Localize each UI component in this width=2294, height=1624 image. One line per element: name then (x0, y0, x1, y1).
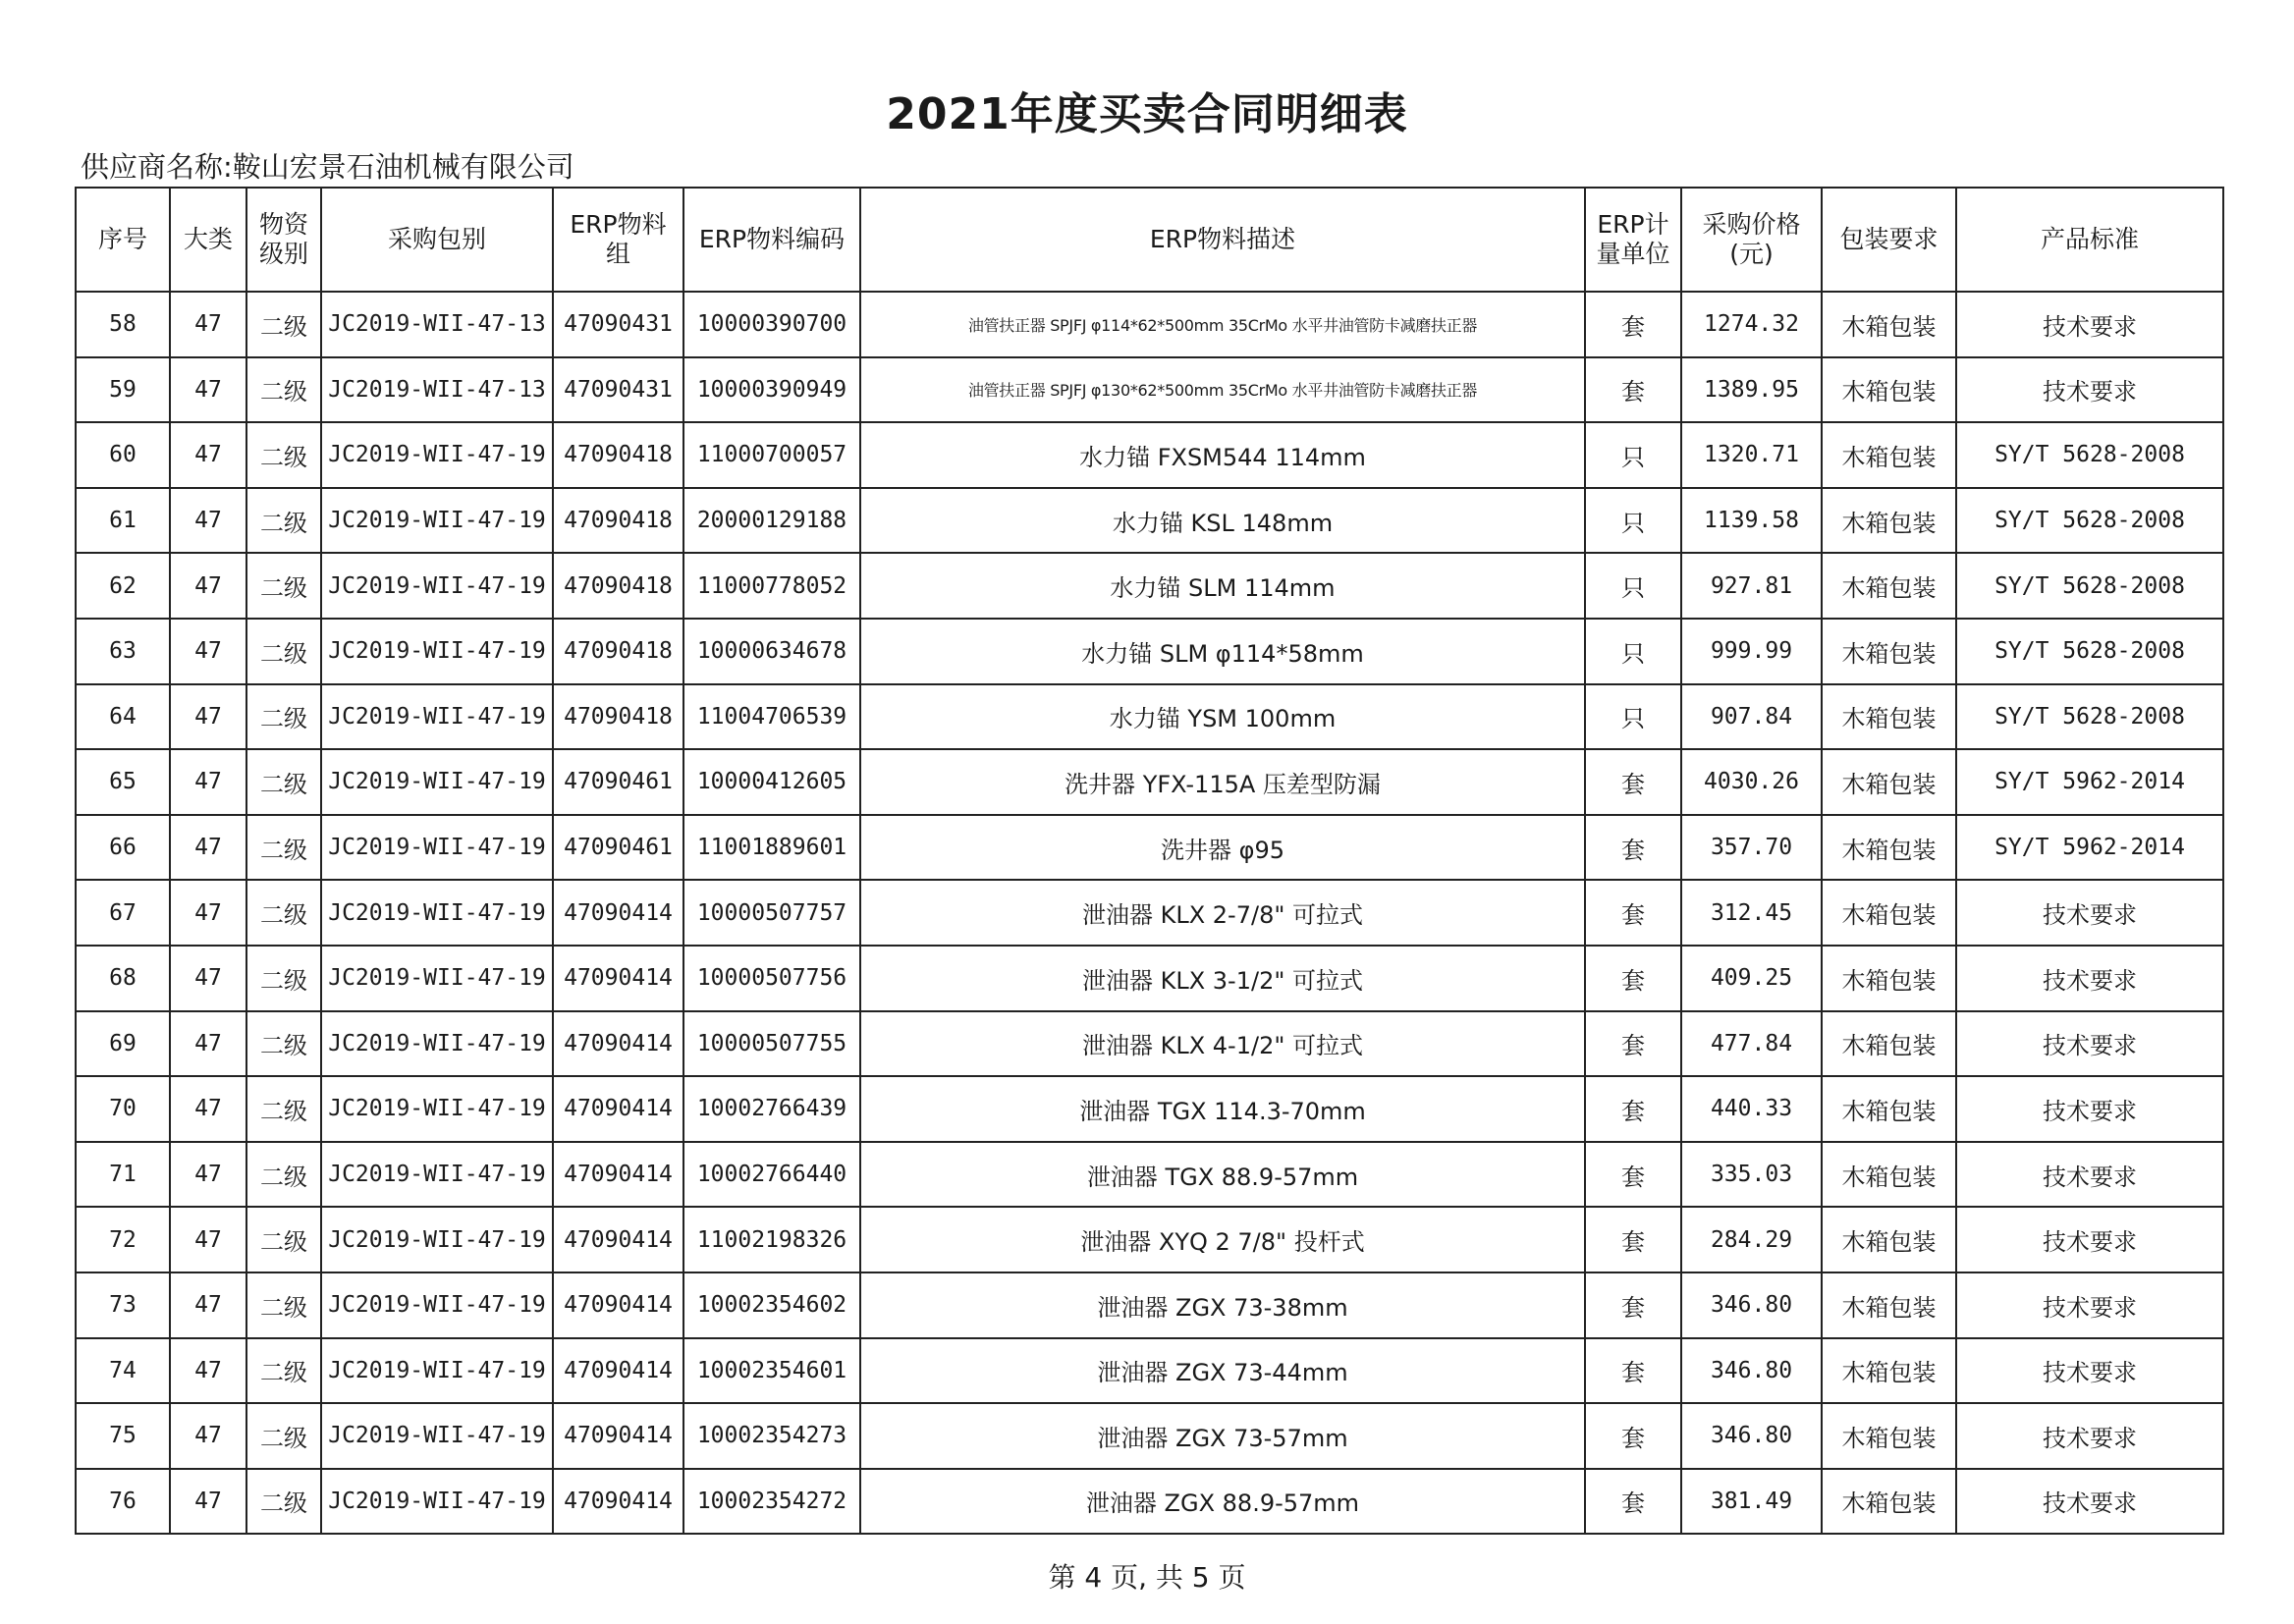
cell-erp-code: 20000129188 (683, 488, 860, 554)
cell-packing: 木箱包装 (1822, 292, 1956, 357)
cell-category: 47 (170, 553, 246, 619)
cell-package: JC2019-WII-47-19 (321, 488, 553, 554)
header-erp-desc: ERP物料描述 (860, 188, 1585, 292)
cell-seq: 64 (76, 684, 170, 750)
cell-grade: 二级 (246, 880, 321, 946)
header-erp-unit: ERP计 量单位 (1585, 188, 1681, 292)
cell-package: JC2019-WII-47-19 (321, 946, 553, 1011)
cell-category: 47 (170, 1207, 246, 1272)
cell-standard: SY/T 5628-2008 (1956, 619, 2223, 684)
cell-erp-desc: 泄油器 KLX 4-1/2" 可拉式 (860, 1011, 1585, 1077)
cell-package: JC2019-WII-47-13 (321, 292, 553, 357)
cell-erp-desc: 泄油器 ZGX 73-57mm (860, 1403, 1585, 1469)
cell-category: 47 (170, 946, 246, 1011)
cell-category: 47 (170, 292, 246, 357)
table-header-row (76, 188, 2223, 292)
cell-category: 47 (170, 1272, 246, 1338)
cell-package: JC2019-WII-47-19 (321, 1272, 553, 1338)
cell-erp-desc: 泄油器 ZGX 73-44mm (860, 1338, 1585, 1404)
cell-category: 47 (170, 1403, 246, 1469)
cell-packing: 木箱包装 (1822, 357, 1956, 423)
table-row (76, 619, 2223, 684)
cell-erp-unit: 套 (1585, 1142, 1681, 1208)
table-row (76, 1011, 2223, 1077)
cell-erp-code: 11004706539 (683, 684, 860, 750)
cell-seq: 68 (76, 946, 170, 1011)
cell-standard: 技术要求 (1956, 946, 2223, 1011)
cell-standard: SY/T 5962-2014 (1956, 749, 2223, 815)
cell-erp-desc: 泄油器 ZGX 88.9-57mm (860, 1469, 1585, 1535)
cell-erp-unit: 只 (1585, 553, 1681, 619)
cell-erp-unit: 套 (1585, 357, 1681, 423)
cell-erp-unit: 套 (1585, 1403, 1681, 1469)
cell-packing: 木箱包装 (1822, 1207, 1956, 1272)
cell-price: 927.81 (1681, 553, 1822, 619)
table-row (76, 1207, 2223, 1272)
cell-erp-code: 10000507757 (683, 880, 860, 946)
cell-grade: 二级 (246, 815, 321, 881)
cell-seq: 62 (76, 553, 170, 619)
cell-price: 999.99 (1681, 619, 1822, 684)
cell-erp-unit: 只 (1585, 488, 1681, 554)
cell-erp-group: 47090461 (553, 749, 683, 815)
cell-erp-desc: 泄油器 ZGX 73-38mm (860, 1272, 1585, 1338)
cell-grade: 二级 (246, 1142, 321, 1208)
cell-price: 381.49 (1681, 1469, 1822, 1535)
cell-erp-code: 11001889601 (683, 815, 860, 881)
cell-grade: 二级 (246, 1272, 321, 1338)
cell-erp-group: 47090414 (553, 946, 683, 1011)
cell-package: JC2019-WII-47-19 (321, 422, 553, 488)
cell-category: 47 (170, 1142, 246, 1208)
cell-erp-desc: 水力锚 FXSM544 114mm (860, 422, 1585, 488)
cell-seq: 65 (76, 749, 170, 815)
header-price: 采购价格 (元) (1681, 188, 1822, 292)
cell-packing: 木箱包装 (1822, 880, 1956, 946)
cell-standard: SY/T 5628-2008 (1956, 553, 2223, 619)
cell-erp-desc: 水力锚 KSL 148mm (860, 488, 1585, 554)
table-row (76, 488, 2223, 554)
cell-packing: 木箱包装 (1822, 1403, 1956, 1469)
cell-erp-group: 47090414 (553, 1469, 683, 1535)
cell-price: 1139.58 (1681, 488, 1822, 554)
cell-standard: 技术要求 (1956, 1076, 2223, 1142)
cell-packing: 木箱包装 (1822, 1469, 1956, 1535)
cell-price: 346.80 (1681, 1338, 1822, 1404)
cell-category: 47 (170, 749, 246, 815)
cell-seq: 76 (76, 1469, 170, 1535)
cell-package: JC2019-WII-47-19 (321, 553, 553, 619)
cell-category: 47 (170, 1469, 246, 1535)
cell-packing: 木箱包装 (1822, 1076, 1956, 1142)
cell-erp-unit: 套 (1585, 946, 1681, 1011)
cell-packing: 木箱包装 (1822, 422, 1956, 488)
table-row (76, 749, 2223, 815)
cell-erp-group: 47090414 (553, 880, 683, 946)
cell-category: 47 (170, 1011, 246, 1077)
table-row (76, 357, 2223, 423)
cell-standard: 技术要求 (1956, 1272, 2223, 1338)
cell-package: JC2019-WII-47-19 (321, 1403, 553, 1469)
cell-package: JC2019-WII-47-19 (321, 1469, 553, 1535)
cell-erp-group: 47090418 (553, 422, 683, 488)
header-seq: 序号 (76, 188, 170, 292)
cell-standard: 技术要求 (1956, 1207, 2223, 1272)
cell-erp-code: 11002198326 (683, 1207, 860, 1272)
cell-price: 440.33 (1681, 1076, 1822, 1142)
cell-erp-desc: 泄油器 XYQ 2 7/8" 投杆式 (860, 1207, 1585, 1272)
header-package: 采购包别 (321, 188, 553, 292)
cell-price: 312.45 (1681, 880, 1822, 946)
cell-erp-code: 10000634678 (683, 619, 860, 684)
cell-erp-code: 10002354273 (683, 1403, 860, 1469)
cell-category: 47 (170, 488, 246, 554)
cell-erp-desc: 油管扶正器 SPJFJ φ130*62*500mm 35CrMo 水平井油管防卡减磨扶正器 (860, 357, 1585, 423)
cell-erp-code: 10000390700 (683, 292, 860, 357)
cell-standard: SY/T 5628-2008 (1956, 488, 2223, 554)
header-category: 大类 (170, 188, 246, 292)
cell-erp-unit: 只 (1585, 684, 1681, 750)
cell-standard: 技术要求 (1956, 1338, 2223, 1404)
cell-grade: 二级 (246, 1011, 321, 1077)
cell-category: 47 (170, 815, 246, 881)
cell-erp-desc: 洗井器 YFX-115A 压差型防漏 (860, 749, 1585, 815)
cell-category: 47 (170, 1076, 246, 1142)
cell-erp-unit: 套 (1585, 1338, 1681, 1404)
cell-grade: 二级 (246, 619, 321, 684)
cell-standard: 技术要求 (1956, 292, 2223, 357)
cell-grade: 二级 (246, 1403, 321, 1469)
cell-packing: 木箱包装 (1822, 749, 1956, 815)
cell-seq: 71 (76, 1142, 170, 1208)
cell-packing: 木箱包装 (1822, 1011, 1956, 1077)
header-packing: 包装要求 (1822, 188, 1956, 292)
cell-erp-group: 47090414 (553, 1142, 683, 1208)
cell-seq: 75 (76, 1403, 170, 1469)
cell-erp-unit: 套 (1585, 292, 1681, 357)
cell-category: 47 (170, 684, 246, 750)
cell-erp-group: 47090418 (553, 619, 683, 684)
cell-seq: 69 (76, 1011, 170, 1077)
table-row (76, 553, 2223, 619)
cell-standard: SY/T 5628-2008 (1956, 422, 2223, 488)
cell-erp-code: 10000390949 (683, 357, 860, 423)
cell-packing: 木箱包装 (1822, 488, 1956, 554)
header-erp-code: ERP物料编码 (683, 188, 860, 292)
table-row (76, 292, 2223, 357)
cell-seq: 73 (76, 1272, 170, 1338)
cell-price: 1274.32 (1681, 292, 1822, 357)
table-row (76, 1469, 2223, 1535)
cell-erp-unit: 套 (1585, 880, 1681, 946)
cell-erp-group: 47090418 (553, 684, 683, 750)
cell-package: JC2019-WII-47-19 (321, 1338, 553, 1404)
cell-erp-unit: 套 (1585, 749, 1681, 815)
cell-erp-group: 47090418 (553, 553, 683, 619)
cell-grade: 二级 (246, 1338, 321, 1404)
cell-erp-desc: 水力锚 SLM φ114*58mm (860, 619, 1585, 684)
cell-price: 409.25 (1681, 946, 1822, 1011)
cell-seq: 59 (76, 357, 170, 423)
cell-package: JC2019-WII-47-13 (321, 357, 553, 423)
cell-packing: 木箱包装 (1822, 1142, 1956, 1208)
table-row (76, 1338, 2223, 1404)
cell-package: JC2019-WII-47-19 (321, 1142, 553, 1208)
cell-erp-unit: 套 (1585, 1272, 1681, 1338)
cell-erp-group: 47090414 (553, 1011, 683, 1077)
cell-packing: 木箱包装 (1822, 1338, 1956, 1404)
cell-erp-desc: 泄油器 TGX 88.9-57mm (860, 1142, 1585, 1208)
cell-erp-desc: 泄油器 KLX 3-1/2" 可拉式 (860, 946, 1585, 1011)
supplier-name: 供应商名称:鞍山宏景石油机械有限公司 (81, 150, 574, 184)
cell-standard: 技术要求 (1956, 1142, 2223, 1208)
cell-grade: 二级 (246, 684, 321, 750)
cell-category: 47 (170, 619, 246, 684)
cell-package: JC2019-WII-47-19 (321, 1076, 553, 1142)
cell-erp-unit: 套 (1585, 1011, 1681, 1077)
cell-package: JC2019-WII-47-19 (321, 815, 553, 881)
cell-grade: 二级 (246, 422, 321, 488)
cell-price: 1320.71 (1681, 422, 1822, 488)
cell-seq: 66 (76, 815, 170, 881)
cell-erp-code: 11000700057 (683, 422, 860, 488)
cell-erp-code: 10002766439 (683, 1076, 860, 1142)
cell-package: JC2019-WII-47-19 (321, 684, 553, 750)
cell-grade: 二级 (246, 357, 321, 423)
cell-grade: 二级 (246, 292, 321, 357)
cell-standard: 技术要求 (1956, 1403, 2223, 1469)
cell-erp-code: 10000412605 (683, 749, 860, 815)
cell-category: 47 (170, 1338, 246, 1404)
cell-erp-unit: 套 (1585, 1207, 1681, 1272)
cell-grade: 二级 (246, 553, 321, 619)
table-row (76, 1076, 2223, 1142)
cell-standard: 技术要求 (1956, 1469, 2223, 1535)
cell-price: 4030.26 (1681, 749, 1822, 815)
cell-standard: 技术要求 (1956, 357, 2223, 423)
cell-erp-group: 47090418 (553, 488, 683, 554)
cell-erp-code: 10000507756 (683, 946, 860, 1011)
page-title: 2021年度买卖合同明细表 (886, 89, 1408, 139)
cell-seq: 60 (76, 422, 170, 488)
table-row (76, 1272, 2223, 1338)
cell-erp-unit: 套 (1585, 1469, 1681, 1535)
cell-price: 335.03 (1681, 1142, 1822, 1208)
cell-erp-group: 47090461 (553, 815, 683, 881)
cell-packing: 木箱包装 (1822, 684, 1956, 750)
cell-seq: 72 (76, 1207, 170, 1272)
cell-erp-code: 10000507755 (683, 1011, 860, 1077)
cell-category: 47 (170, 880, 246, 946)
cell-price: 907.84 (1681, 684, 1822, 750)
header-grade: 物资 级别 (246, 188, 321, 292)
cell-erp-desc: 洗井器 φ95 (860, 815, 1585, 881)
cell-seq: 67 (76, 880, 170, 946)
cell-price: 357.70 (1681, 815, 1822, 881)
cell-erp-unit: 套 (1585, 1076, 1681, 1142)
cell-seq: 61 (76, 488, 170, 554)
cell-erp-code: 10002354601 (683, 1338, 860, 1404)
page-footer: 第 4 页, 共 5 页 (1048, 1561, 1246, 1594)
cell-category: 47 (170, 422, 246, 488)
cell-grade: 二级 (246, 1469, 321, 1535)
cell-price: 346.80 (1681, 1403, 1822, 1469)
cell-packing: 木箱包装 (1822, 619, 1956, 684)
cell-erp-code: 10002766440 (683, 1142, 860, 1208)
cell-packing: 木箱包装 (1822, 553, 1956, 619)
cell-grade: 二级 (246, 488, 321, 554)
cell-erp-group: 47090431 (553, 292, 683, 357)
header-standard: 产品标准 (1956, 188, 2223, 292)
cell-erp-desc: 水力锚 SLM 114mm (860, 553, 1585, 619)
cell-standard: 技术要求 (1956, 1011, 2223, 1077)
cell-grade: 二级 (246, 749, 321, 815)
cell-erp-code: 11000778052 (683, 553, 860, 619)
cell-standard: 技术要求 (1956, 880, 2223, 946)
cell-price: 477.84 (1681, 1011, 1822, 1077)
cell-packing: 木箱包装 (1822, 815, 1956, 881)
cell-erp-group: 47090414 (553, 1338, 683, 1404)
cell-grade: 二级 (246, 1076, 321, 1142)
cell-erp-unit: 套 (1585, 815, 1681, 881)
cell-grade: 二级 (246, 946, 321, 1011)
cell-seq: 63 (76, 619, 170, 684)
cell-seq: 58 (76, 292, 170, 357)
cell-grade: 二级 (246, 1207, 321, 1272)
cell-price: 1389.95 (1681, 357, 1822, 423)
table-row (76, 815, 2223, 881)
cell-seq: 70 (76, 1076, 170, 1142)
cell-erp-desc: 泄油器 KLX 2-7/8" 可拉式 (860, 880, 1585, 946)
cell-package: JC2019-WII-47-19 (321, 749, 553, 815)
cell-erp-unit: 只 (1585, 619, 1681, 684)
table-row (76, 422, 2223, 488)
table-row (76, 880, 2223, 946)
cell-package: JC2019-WII-47-19 (321, 1011, 553, 1077)
cell-erp-group: 47090414 (553, 1272, 683, 1338)
cell-erp-desc: 泄油器 TGX 114.3-70mm (860, 1076, 1585, 1142)
cell-erp-group: 47090414 (553, 1207, 683, 1272)
cell-standard: SY/T 5628-2008 (1956, 684, 2223, 750)
cell-package: JC2019-WII-47-19 (321, 880, 553, 946)
cell-erp-code: 10002354602 (683, 1272, 860, 1338)
cell-erp-desc: 油管扶正器 SPJFJ φ114*62*500mm 35CrMo 水平井油管防卡减磨扶正器 (860, 292, 1585, 357)
cell-price: 346.80 (1681, 1272, 1822, 1338)
cell-seq: 74 (76, 1338, 170, 1404)
cell-erp-code: 10002354272 (683, 1469, 860, 1535)
cell-erp-unit: 只 (1585, 422, 1681, 488)
cell-packing: 木箱包装 (1822, 1272, 1956, 1338)
table-row (76, 1142, 2223, 1208)
table-row (76, 684, 2223, 750)
table-row (76, 946, 2223, 1011)
cell-standard: SY/T 5962-2014 (1956, 815, 2223, 881)
cell-erp-group: 47090414 (553, 1403, 683, 1469)
header-erp-group: ERP物料 组 (553, 188, 683, 292)
table-row (76, 1403, 2223, 1469)
cell-package: JC2019-WII-47-19 (321, 1207, 553, 1272)
cell-price: 284.29 (1681, 1207, 1822, 1272)
cell-package: JC2019-WII-47-19 (321, 619, 553, 684)
cell-packing: 木箱包装 (1822, 946, 1956, 1011)
cell-category: 47 (170, 357, 246, 423)
cell-erp-group: 47090414 (553, 1076, 683, 1142)
cell-erp-desc: 水力锚 YSM 100mm (860, 684, 1585, 750)
contract-detail-table (75, 187, 2224, 1535)
cell-erp-group: 47090431 (553, 357, 683, 423)
